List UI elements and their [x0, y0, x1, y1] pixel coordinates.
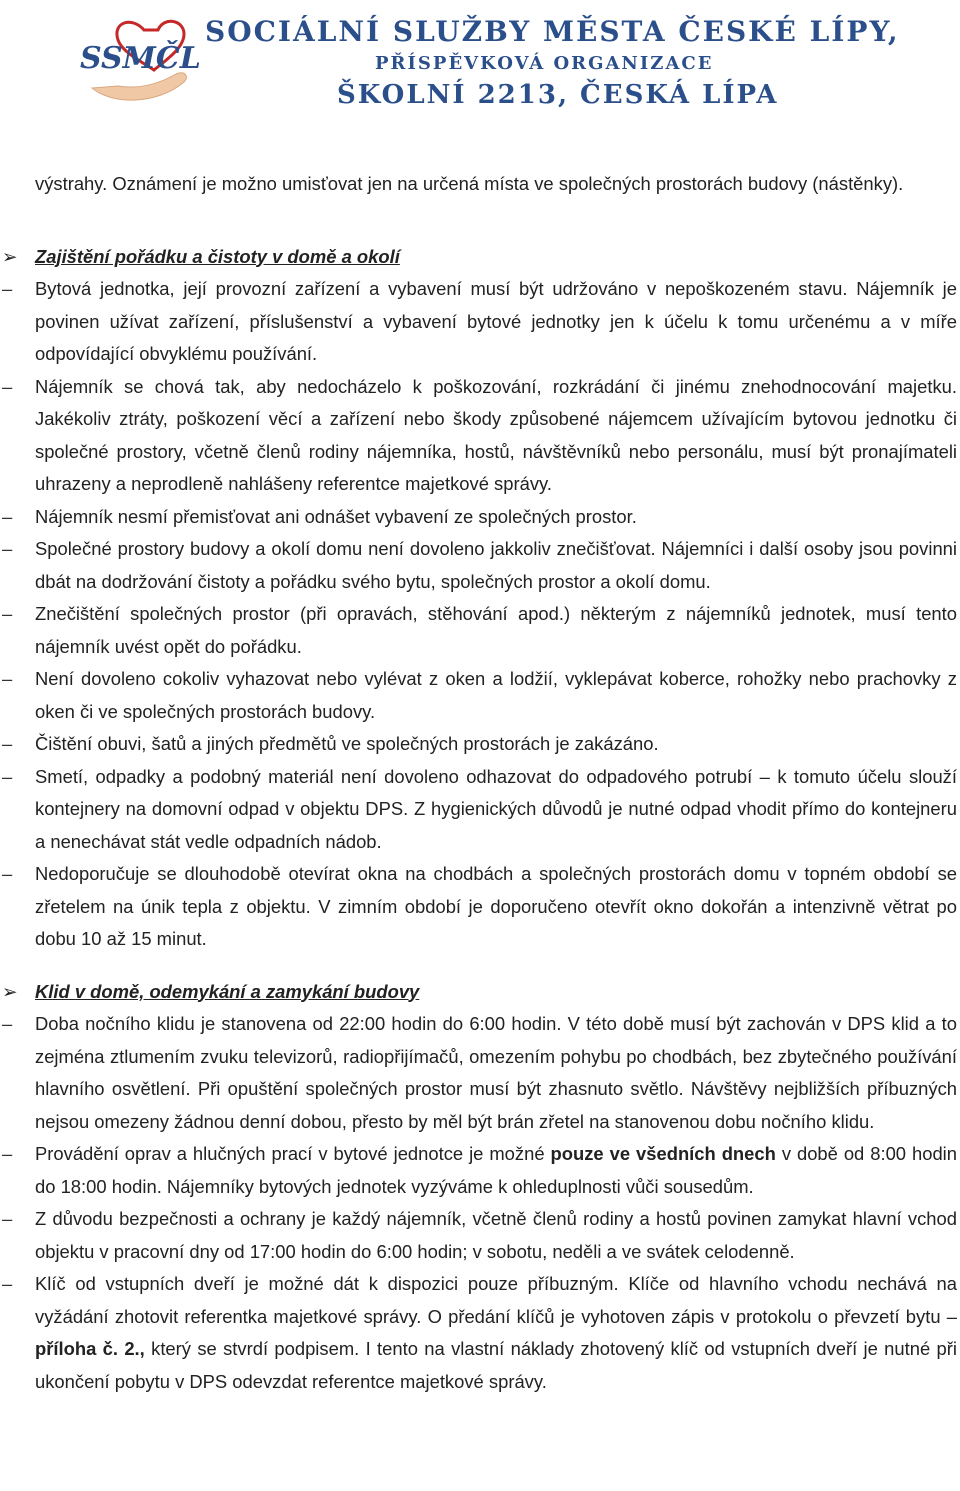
list-item: – Bytová jednotka, její provozní zařízení a vybavení musí být udržováno v nepoškozeném stavu. Nájemník je povinen užívat zařízení, příslušenství a vybavení bytové jednotky jen k účelu k tomu určenému a v míře odpovídající obvyklému používání. — [35, 273, 957, 371]
dash-bullet-icon: – — [2, 765, 13, 787]
dash-bullet-icon: – — [2, 538, 13, 559]
section-title-quiet-hours — [2, 976, 957, 1009]
org-line-1: SOCIÁLNÍ SLUŽBY MĚSTA ČESKÉ LÍPY, — [205, 15, 900, 48]
dash-bullet-icon: – — [2, 375, 13, 397]
arrow-bullet-icon: ➢ — [2, 980, 18, 1002]
dash-bullet-icon: – — [2, 603, 13, 624]
list-item: – Klíč od vstupních dveří je možné dát k dispozici pouze příbuzným. Klíče od hlavního vchodu nechává na vyžádání zhotovit referentka majetkové správy. O předání klíčů je vyhotoven zápis v protokolu o převzetí bytu – příloha č. 2., který se stvrdí podpisem. I tento na vlastní náklady zhotovený klíč od vstupních dveří je nutné při ukončení pobytu v DPS odevzdat referentce majetkové správy. — [35, 1268, 957, 1398]
intro-paragraph: výstrahy. Oznámení je možno umisťovat jen na určená místa ve společných prostorách budovy (nástěnky). — [35, 173, 904, 194]
organization-logo — [72, 10, 202, 110]
list-item: – Z důvodu bezpečnosti a ochrany je každý nájemník, včetně členů rodiny a hostů povinen zamykat hlavní vchod objektu v pracovní dny od 17:00 hodin do 6:00 hodin; v sobotu, neděli a ve svátek celodenně. — [35, 1203, 957, 1268]
dash-bullet-icon: – — [2, 1143, 13, 1164]
dash-bullet-icon: – — [2, 505, 13, 527]
document-body — [2, 168, 957, 1398]
logo-lettering: SSMČL — [80, 41, 201, 76]
list-item: – Není dovoleno cokoliv vyhazovat nebo vylévat z oken a lodžií, vyklepávat koberce, rohožky nebo prachovky z oken či ve společných prostorách budovy. — [35, 663, 957, 728]
arrow-bullet-icon: ➢ — [2, 245, 18, 267]
dash-bullet-icon: – — [2, 278, 13, 299]
list-item: – Smetí, odpadky a podobný materiál není dovoleno odhazovat do odpadového potrubí – k tomuto účelu slouží kontejnery na domovní odpad v objektu DPS. Z hygienických důvodů je nutné odpad vhodit přímo do kontejneru a nenechávat stát vedle odpadních nádob. — [35, 761, 957, 859]
section-title-text: Zajištění pořádku a čistoty v domě a okolí — [35, 245, 400, 267]
list-item: – Znečištění společných prostor (při opravách, stěhování apod.) některým z nájemníků jednotek, musí tento nájemník uvést opět do pořádku. — [35, 598, 957, 663]
letterhead — [0, 0, 960, 120]
dash-bullet-icon: – — [2, 863, 13, 884]
section-title-cleanliness — [2, 241, 957, 274]
list-item: – Nedoporučuje se dlouhodobě otevírat okna na chodbách a společných prostorách domu v topném období se zřetelem na únik tepla z objektu. V zimním období je doporučeno otevřít okno dokořán a intenzivně větrat po dobu 10 až 15 minut. — [35, 858, 957, 956]
list-item: – Společné prostory budovy a okolí domu není dovoleno jakkoliv znečišťovat. Nájemníci i další osoby jsou povinni dbát na dodržování čistoty a pořádku svého bytu, společných prostor a okolí domu. — [35, 533, 957, 598]
org-line-3: ŠKOLNÍ 2213, ČESKÁ LÍPA — [337, 80, 779, 110]
list-item: – Nájemník se chová tak, aby nedocházelo k poškozování, rozkrádání či jinému znehodnocování majetku. Jakékoliv ztráty, poškození věcí a zařízení nebo škody způsobené nájemcem užívajícím bytovou jednotku či společné prostory, včetně členů rodiny nájemníka, hostů, návštěvníků nebo personálu, musí být pronajímateli uhrazeny a neprodleně nahlášeny referentce majetkové správy. — [35, 371, 957, 501]
list-item: – Provádění oprav a hlučných prací v bytové jednotce je možné pouze ve všedních dnech v době od 8:00 hodin do 18:00 hodin. Nájemníky bytových jednotek vyzýváme k ohleduplnosti vůči sousedům. — [35, 1138, 957, 1203]
organization-name — [205, 14, 905, 112]
list-item: – Nájemník nesmí přemisťovat ani odnášet vybavení ze společných prostor. — [35, 501, 957, 534]
dash-bullet-icon: – — [2, 1273, 13, 1294]
org-line-2: PŘÍSPĚVKOVÁ ORGANIZACE — [375, 53, 714, 74]
dash-bullet-icon: – — [2, 733, 13, 754]
list-item: – Doba nočního klidu je stanovena od 22:00 hodin do 6:00 hodin. V této době musí být zachován v DPS klid a to zejména ztlumením zvuku televizorů, radiopřijímačů, omezením pohybu po chodbách, bez zbytečného používání hlavního osvětlení. Při opuštění společných prostor musí být zhasnuto světlo. Návštěvy nejbližších příbuzných nejsou omezeny žádnou denní dobou, přesto by měl být brán zřetel na stanovenou dobu nočního klidu. — [35, 1008, 957, 1138]
dash-bullet-icon: – — [2, 1208, 13, 1229]
dash-bullet-icon: – — [2, 668, 13, 689]
section-title-text: Klid v domě, odemykání a zamykání budovy — [35, 980, 420, 1002]
dash-bullet-icon: – — [2, 1013, 13, 1034]
list-item: – Čištění obuvi, šatů a jiných předmětů ve společných prostorách je zakázáno. — [35, 728, 957, 761]
